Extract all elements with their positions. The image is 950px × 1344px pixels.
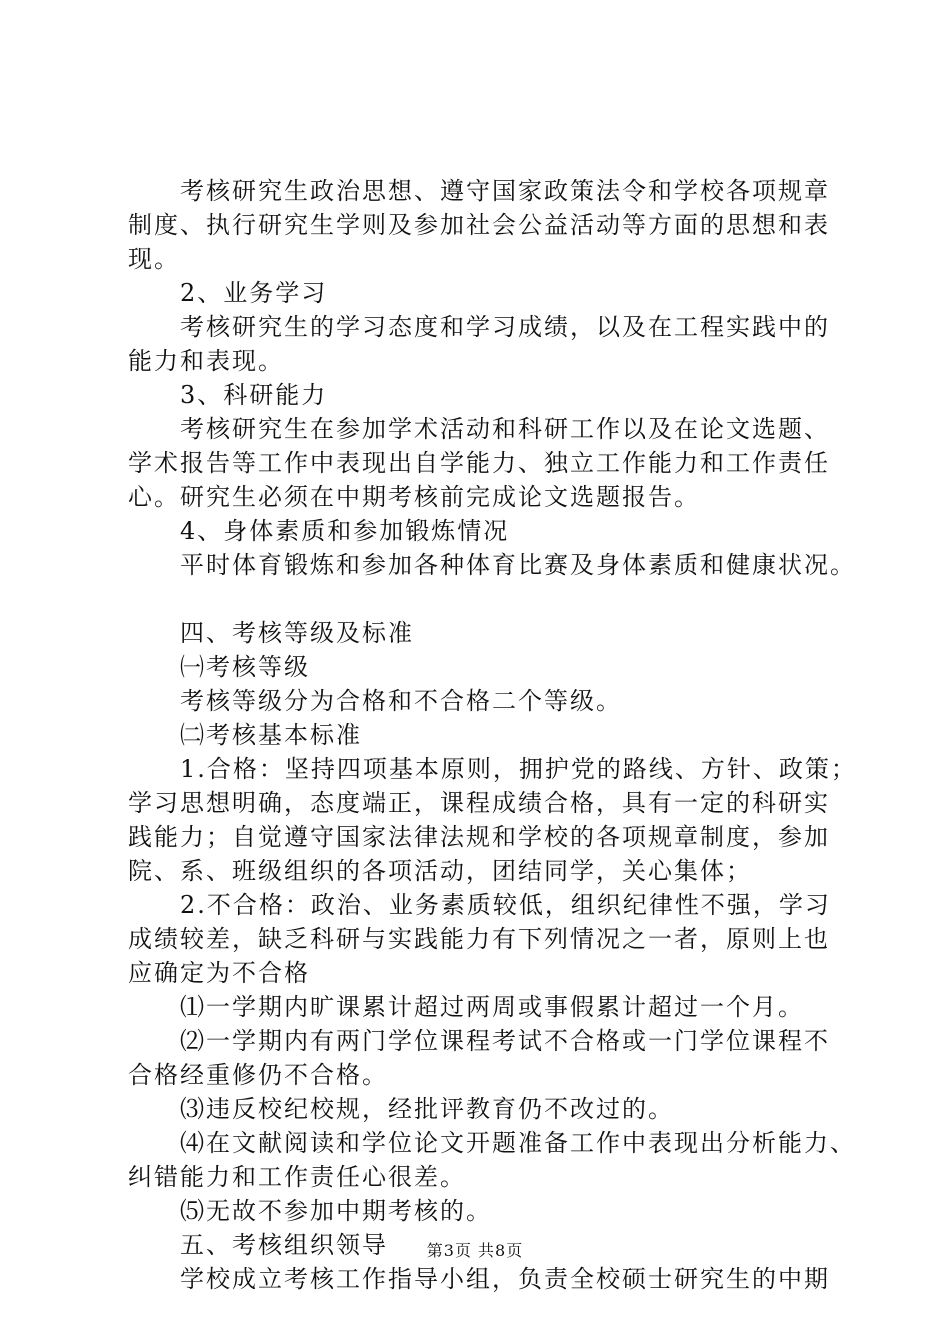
paragraph-line: 学习思想明确，态度端正，课程成绩合格，具有一定的科研实 bbox=[128, 789, 830, 817]
paragraph-line: 学术报告等工作中表现出自学能力、独立工作能力和工作责任 bbox=[128, 449, 830, 477]
section-heading: 五、考核组织领导 bbox=[180, 1231, 388, 1259]
subsection-heading: ㈡考核基本标准 bbox=[180, 721, 362, 749]
list-item-continuation: 合格经重修仍不合格。 bbox=[128, 1061, 388, 1089]
document-body bbox=[128, 174, 857, 1296]
paragraph-line: 考核研究生的学习态度和学习成绩，以及在工程实践中的 bbox=[180, 313, 830, 341]
list-item: ⑶违反校纪校规，经批评教育仍不改过的。 bbox=[180, 1095, 674, 1123]
paragraph-line: 1.合格：坚持四项基本原则，拥护党的路线、方针、政策； bbox=[180, 755, 857, 783]
section-heading: 四、考核等级及标准 bbox=[180, 619, 414, 647]
paragraph-line: 考核研究生政治思想、遵守国家政策法令和学校各项规章 bbox=[180, 177, 830, 205]
paragraph-line: 制度、执行研究生学则及参加社会公益活动等方面的思想和表 bbox=[128, 211, 830, 239]
paragraph-line: 现。 bbox=[128, 245, 180, 273]
paragraph-line: 2.不合格：政治、业务素质较低，组织纪律性不强，学习 bbox=[180, 891, 831, 919]
blank-line bbox=[128, 582, 840, 616]
paragraph-line: 考核研究生在参加学术活动和科研工作以及在论文选题、 bbox=[180, 415, 830, 443]
paragraph-line: 学校成立考核工作指导小组，负责全校硕士研究生的中期 bbox=[180, 1265, 830, 1293]
paragraph-line: 院、系、班级组织的各项活动，团结同学，关心集体； bbox=[128, 857, 752, 885]
section-heading: 3、科研能力 bbox=[180, 381, 328, 409]
list-item-continuation: 纠错能力和工作责任心很差。 bbox=[128, 1163, 466, 1191]
paragraph-line: 考核等级分为合格和不合格二个等级。 bbox=[180, 687, 622, 715]
paragraph-line: 平时体育锻炼和参加各种体育比赛及身体素质和健康状况。 bbox=[180, 551, 856, 579]
section-heading: 4、身体素质和参加锻炼情况 bbox=[180, 517, 510, 545]
paragraph-line: 成绩较差，缺乏科研与实践能力有下列情况之一者，原则上也 bbox=[128, 925, 830, 953]
paragraph-line: 践能力；自觉遵守国家法律法规和学校的各项规章制度，参加 bbox=[128, 823, 830, 851]
list-item: ⑴一学期内旷课累计超过两周或事假累计超过一个月。 bbox=[180, 993, 804, 1021]
subsection-heading: ㈠考核等级 bbox=[180, 653, 310, 681]
section-heading: 2、业务学习 bbox=[180, 279, 328, 307]
list-item: ⑷在文献阅读和学位论文开题准备工作中表现出分析能力、 bbox=[180, 1129, 856, 1157]
list-item: ⑸无故不参加中期考核的。 bbox=[180, 1197, 492, 1225]
paragraph-line: 心。研究生必须在中期考核前完成论文选题报告。 bbox=[128, 483, 700, 511]
paragraph-line: 应确定为不合格 bbox=[128, 959, 310, 987]
page-number-footer: 第3页 共8页 bbox=[426, 1241, 524, 1260]
list-item: ⑵一学期内有两门学位课程考试不合格或一门学位课程不 bbox=[180, 1027, 830, 1055]
paragraph-line: 能力和表现。 bbox=[128, 347, 284, 375]
